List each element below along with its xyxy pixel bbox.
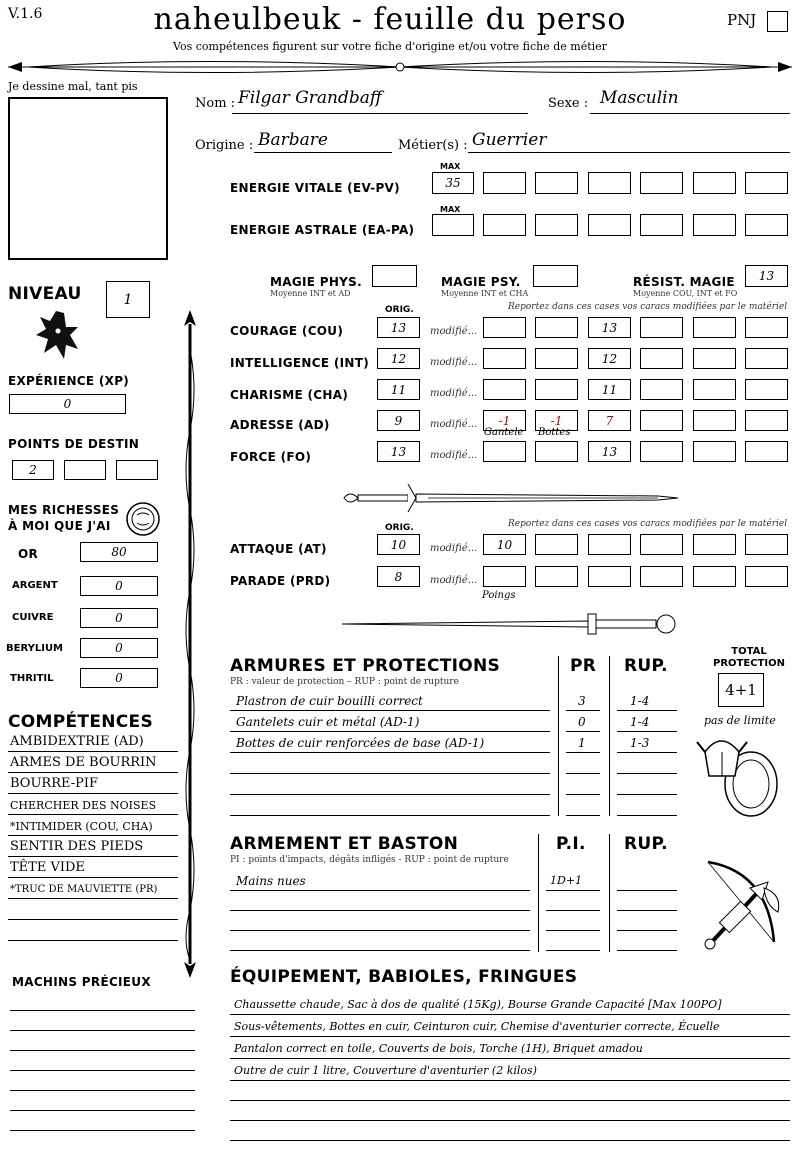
caracs-orig-label: ORIG.: [385, 305, 414, 315]
adresse-col1-box[interactable]: -1: [483, 410, 526, 431]
coin-icon: [125, 501, 161, 537]
adresse-note-gantelets: Gantele: [484, 427, 524, 438]
intelligence-col2-box[interactable]: [535, 348, 578, 369]
adresse-col5-box[interactable]: [693, 410, 736, 431]
resist-magie-note: Moyenne COU, INT et FO: [633, 289, 738, 298]
competence-item: *TRUC DE MAUVIETTE (PR): [10, 884, 158, 895]
armement-subtitle: PI : points d'impacts, dégâts infligés - RUP : point de rupture: [230, 855, 509, 865]
armure-item-3-pr: 1: [578, 736, 586, 750]
force-col6-box[interactable]: [745, 441, 788, 462]
courage-col1-box[interactable]: [483, 317, 526, 338]
equipement-title: ÉQUIPEMENT, BABIOLES, FRINGUES: [230, 967, 578, 987]
ea-box-6[interactable]: [745, 214, 788, 236]
dragon-icon: [30, 305, 82, 365]
ea-box-4[interactable]: [640, 214, 683, 236]
thritil-label: THRITIL: [10, 673, 54, 684]
metier-label: Métier(s) :: [398, 138, 468, 153]
courage-col6-box[interactable]: [745, 317, 788, 338]
cuivre-label: CUIVRE: [12, 612, 54, 623]
courage-modifie-label: modifié...: [430, 326, 478, 337]
courage-col2-box[interactable]: [535, 317, 578, 338]
force-col1-box[interactable]: [483, 441, 526, 462]
attaque-label: ATTAQUE (AT): [230, 542, 327, 556]
ev-box-4[interactable]: [640, 172, 683, 194]
intelligence-orig-box[interactable]: 12: [377, 348, 420, 369]
pas-de-limite-note: pas de limite: [704, 714, 776, 727]
parade-modifie-label: modifié...: [430, 575, 478, 586]
force-col4-box[interactable]: [640, 441, 683, 462]
caracs-note: Reportez dans ces cases vos caracs modifiées par le matériel: [508, 302, 788, 312]
intelligence-col1-box[interactable]: [483, 348, 526, 369]
force-col2-box[interactable]: [535, 441, 578, 462]
force-label: FORCE (FO): [230, 450, 312, 464]
charisme-col1-box[interactable]: [483, 379, 526, 400]
ea-max-label: MAX: [440, 205, 461, 214]
adresse-col4-box[interactable]: [640, 410, 683, 431]
charisme-col5-box[interactable]: [693, 379, 736, 400]
competence-item: TÊTE VIDE: [10, 860, 85, 875]
portrait-caption: Je dessine mal, tant pis: [8, 80, 138, 93]
niveau-box[interactable]: 1: [106, 281, 150, 318]
adresse-col2-box[interactable]: -1: [535, 410, 578, 431]
ev-max-label: MAX: [440, 162, 461, 171]
ea-box-5[interactable]: [693, 214, 736, 236]
experience-label: EXPÉRIENCE (XP): [8, 374, 130, 388]
charisme-col6-box[interactable]: [745, 379, 788, 400]
competence-item: CHERCHER DES NOISES: [10, 799, 157, 812]
attaque-col2-box[interactable]: [535, 534, 578, 555]
origine-label: Origine :: [195, 138, 254, 153]
ev-box-5[interactable]: [693, 172, 736, 194]
ev-box-3[interactable]: [588, 172, 631, 194]
richesses-label-line2: À MOI QUE J'AI: [8, 519, 111, 533]
arme-item-1-pi: 1D+1: [550, 874, 583, 887]
equipement-line-2: Sous-vêtements, Bottes en cuir, Ceinturon cuir, Chemise d'aventurier correcte, Écuelle: [234, 1020, 720, 1033]
adresse-note-bottes: Bottes: [538, 427, 571, 438]
intelligence-col4-box[interactable]: [640, 348, 683, 369]
courage-orig-box[interactable]: 13: [377, 317, 420, 338]
armure-item-1-name: Plastron de cuir bouilli correct: [236, 694, 423, 708]
force-modifie-label: modifié...: [430, 450, 478, 461]
ev-box-6[interactable]: [745, 172, 788, 194]
attaque-modifie-label: modifié...: [430, 543, 478, 554]
destin-label: POINTS DE DESTIN: [8, 437, 140, 451]
argent-label: ARGENT: [12, 580, 58, 591]
richesses-label-line1: MES RICHESSES: [8, 503, 120, 517]
destin-box-2[interactable]: [64, 460, 106, 480]
parade-col4-box[interactable]: [640, 566, 683, 587]
attaque-col4-box[interactable]: [640, 534, 683, 555]
charisme-col3-box[interactable]: 11: [588, 379, 631, 400]
helmet-shield-icon: [695, 728, 785, 820]
intelligence-modifie-label: modifié...: [430, 357, 478, 368]
armure-item-2-name: Gantelets cuir et métal (AD-1): [236, 715, 420, 729]
parade-col2-box[interactable]: [535, 566, 578, 587]
sword-ornament-2: [338, 606, 683, 642]
parade-col5-box[interactable]: [693, 566, 736, 587]
pnj-checkbox[interactable]: [767, 11, 788, 32]
charisme-col4-box[interactable]: [640, 379, 683, 400]
magie-phys-note: Moyenne INT et AD: [270, 289, 351, 298]
attaque-orig-box[interactable]: 10: [377, 534, 420, 555]
ea-label: ENERGIE ASTRALE (EA-PA): [230, 223, 415, 237]
charisme-label: CHARISME (CHA): [230, 388, 349, 402]
ev-max-box[interactable]: 35: [432, 172, 474, 194]
force-col5-box[interactable]: [693, 441, 736, 462]
intelligence-label: INTELLIGENCE (INT): [230, 356, 369, 370]
competence-item: ARMES DE BOURRIN: [10, 755, 157, 770]
total-protection-box[interactable]: 4+1: [718, 673, 764, 707]
total-label-1: TOTAL: [731, 646, 767, 657]
magie-phys-label: MAGIE PHYS.: [270, 275, 362, 289]
thritil-box[interactable]: 0: [80, 668, 158, 688]
version-label: V.1.6: [8, 6, 43, 22]
ev-box-2[interactable]: [535, 172, 578, 194]
ea-max-box[interactable]: [432, 214, 474, 236]
ev-box-1[interactable]: [483, 172, 526, 194]
armure-item-1-pr: 3: [578, 694, 586, 708]
cuivre-box[interactable]: 0: [80, 608, 158, 628]
destin-box-1[interactable]: 2: [12, 460, 54, 480]
resist-magie-box[interactable]: 13: [745, 265, 788, 287]
courage-col3-box[interactable]: 13: [588, 317, 631, 338]
adresse-col3-box[interactable]: 7: [588, 410, 631, 431]
experience-box[interactable]: 0: [9, 394, 126, 414]
weapons-icon: [688, 852, 792, 956]
armure-item-3-name: Bottes de cuir renforcées de base (AD-1): [236, 736, 485, 750]
armement-rup-header: RUP.: [624, 834, 668, 854]
competence-item: *INTIMIDER (COU, CHA): [10, 820, 153, 833]
destin-box-3[interactable]: [116, 460, 158, 480]
or-box[interactable]: 80: [80, 542, 158, 562]
metier-value[interactable]: Guerrier: [472, 130, 547, 150]
charisme-col2-box[interactable]: [535, 379, 578, 400]
ea-box-1[interactable]: [483, 214, 526, 236]
parade-note-poings: Poings: [482, 590, 516, 601]
parade-col1-box[interactable]: [483, 566, 526, 587]
nom-value[interactable]: Filgar Grandbaff: [238, 88, 382, 108]
armement-pi-header: P.I.: [556, 834, 586, 854]
competence-item: SENTIR DES PIEDS: [10, 839, 144, 854]
total-label-2: PROTECTION: [713, 658, 785, 669]
combat-note: Reportez dans ces cases vos caracs modifiées par le matériel: [508, 519, 788, 529]
parade-col3-box[interactable]: [588, 566, 631, 587]
charisme-orig-box[interactable]: 11: [377, 379, 420, 400]
or-label: OR: [18, 547, 39, 561]
competence-item: AMBIDEXTRIE (AD): [10, 734, 144, 749]
armures-title: ARMURES ET PROTECTIONS: [230, 656, 501, 676]
equipement-line-4: Outre de cuir 1 litre, Couverture d'aventurier (2 kilos): [234, 1064, 537, 1077]
berylium-box[interactable]: 0: [80, 638, 158, 658]
argent-box[interactable]: 0: [80, 576, 158, 596]
header-divider-ornament: [8, 54, 792, 80]
attaque-col1-box[interactable]: 10: [483, 534, 526, 555]
sexe-value[interactable]: Masculin: [600, 88, 679, 108]
intelligence-col3-box[interactable]: 12: [588, 348, 631, 369]
competence-item: BOURRE-PIF: [10, 776, 99, 791]
magie-psy-note: Moyenne INT et CHA: [441, 289, 529, 298]
sexe-label: Sexe :: [548, 96, 589, 111]
armement-title: ARMEMENT ET BASTON: [230, 834, 459, 854]
armures-subtitle: PR : valeur de protection – RUP : point de rupture: [230, 677, 459, 687]
page-title: naheulbeuk - feuille du perso: [153, 2, 627, 37]
magie-phys-box[interactable]: [372, 265, 417, 287]
attaque-col6-box[interactable]: [745, 534, 788, 555]
competences-title: COMPÉTENCES: [8, 712, 153, 732]
adresse-orig-box[interactable]: 9: [377, 410, 420, 431]
adresse-col6-box[interactable]: [745, 410, 788, 431]
charisme-modifie-label: modifié...: [430, 388, 478, 399]
spear-ornament: [180, 310, 200, 978]
courage-col4-box[interactable]: [640, 317, 683, 338]
arme-item-1-name: Mains nues: [236, 874, 306, 888]
armure-item-2-rup: 1-4: [630, 715, 650, 729]
magie-psy-label: MAGIE PSY.: [441, 275, 521, 289]
parade-orig-box[interactable]: 8: [377, 566, 420, 587]
parade-label: PARADE (PRD): [230, 574, 331, 588]
page-subtitle: Vos compétences figurent sur votre fiche d'origine et/ou votre fiche de métier: [173, 40, 607, 53]
nom-label: Nom :: [195, 96, 236, 111]
armure-item-2-pr: 0: [578, 715, 586, 729]
equipement-line-3: Pantalon correct en toile, Couverts de bois, Torche (1H), Briquet amadou: [234, 1042, 643, 1055]
armure-item-1-rup: 1-4: [630, 694, 650, 708]
intelligence-col6-box[interactable]: [745, 348, 788, 369]
berylium-label: BERYLIUM: [6, 643, 64, 654]
armure-item-3-rup: 1-3: [630, 736, 650, 750]
force-orig-box[interactable]: 13: [377, 441, 420, 462]
courage-label: COURAGE (COU): [230, 324, 344, 338]
parade-col6-box[interactable]: [745, 566, 788, 587]
portrait-frame[interactable]: [8, 97, 168, 260]
niveau-label: NIVEAU: [8, 284, 82, 304]
ea-box-2[interactable]: [535, 214, 578, 236]
armures-rup-header: RUP.: [624, 656, 668, 676]
attaque-col5-box[interactable]: [693, 534, 736, 555]
pnj-label: PNJ: [727, 11, 757, 29]
armures-pr-header: PR: [570, 656, 597, 676]
intelligence-col5-box[interactable]: [693, 348, 736, 369]
courage-col5-box[interactable]: [693, 317, 736, 338]
machins-title: MACHINS PRÉCIEUX: [12, 975, 151, 989]
origine-value[interactable]: Barbare: [258, 130, 328, 150]
force-col3-box[interactable]: 13: [588, 441, 631, 462]
ev-label: ENERGIE VITALE (EV-PV): [230, 181, 400, 195]
attaque-col3-box[interactable]: [588, 534, 631, 555]
combat-orig-label: ORIG.: [385, 523, 414, 533]
adresse-modifie-label: modifié...: [430, 419, 478, 430]
adresse-label: ADRESSE (AD): [230, 418, 330, 432]
equipement-line-1: Chaussette chaude, Sac à dos de qualité (15Kg), Bourse Grande Capacité [Max 100PO]: [234, 998, 722, 1011]
magie-psy-box[interactable]: [533, 265, 578, 287]
sword-ornament-1: [338, 478, 683, 518]
ea-box-3[interactable]: [588, 214, 631, 236]
resist-magie-label: RÉSIST. MAGIE: [633, 275, 735, 289]
